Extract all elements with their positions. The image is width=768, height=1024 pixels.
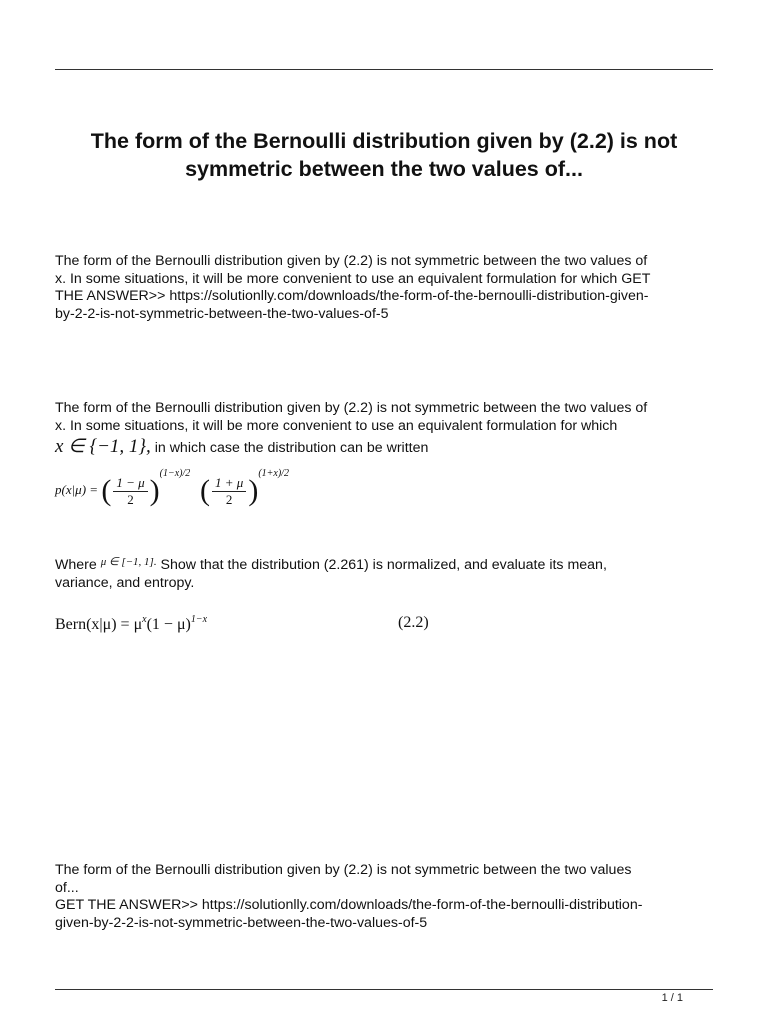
set-definition-line <box>55 438 428 458</box>
formula1-fraction-2 <box>212 475 246 508</box>
formula1-den2: 2 <box>225 491 233 507</box>
formula2-lhs: Bern(x|μ) = μ <box>55 616 143 633</box>
top-divider <box>55 69 713 70</box>
closing-line-3[interactable]: GET THE ANSWER>> https://solutionlly.com/downloads/the-form-of-the-bernoulli-distribution- <box>55 897 643 913</box>
bernoulli-formula <box>55 614 429 634</box>
set-after-text: in which case the distribution can be written <box>150 440 429 456</box>
formula1-fraction-1 <box>113 475 147 508</box>
intro-line-3[interactable]: THE ANSWER>> https://solutionlly.com/downloads/the-form-of-the-bernoulli-distribution-given- <box>55 288 649 304</box>
intro-paragraph <box>55 253 715 323</box>
intro-line-2: x. In some situations, it will be more convenient to use an equivalent formulation for which GET <box>55 270 651 287</box>
closing-paragraph <box>55 862 715 932</box>
where-line-1: Show that the distribution (2.261) is normalized, and evaluate its mean, <box>156 557 607 573</box>
set-math: x ∈ {−1, 1}, <box>55 436 151 457</box>
formula2-exp-rest: 1−x <box>190 614 208 625</box>
problem-line-2: x. In some situations, it will be more convenient to use an equivalent formulation for which <box>55 417 618 434</box>
distribution-formula: p(x|μ) = ( $\frac{1 - \mu}{2}$ )$^{(1-x)/2}$ ( $\frac{1 + \mu}{2}$ )$^{(1+x)/2}$ <box>55 468 289 508</box>
formula1-den1: 2 <box>127 491 134 507</box>
intro-line-4[interactable]: by-2-2-is-not-symmetric-between-the-two-values-of-5 <box>55 305 389 322</box>
formula1-lhs: p(x|μ) = <box>55 482 99 497</box>
formula1-num2: 1 + μ <box>212 475 246 492</box>
closing-line-1: The form of the Bernoulli distribution given by (2.2) is not symmetric between the two values <box>55 862 632 878</box>
page-title: The form of the Bernoulli distribution given by (2.2) is not symmetric between the two values of... <box>90 129 678 181</box>
formula1-exp2: (1+x)/2 <box>258 468 289 479</box>
where-paragraph <box>55 554 715 592</box>
problem-line-1: The form of the Bernoulli distribution given by (2.2) is not symmetric between the two values of <box>55 400 648 416</box>
where-line-2: variance, and entropy. <box>55 574 195 591</box>
problem-paragraph <box>55 400 715 435</box>
bottom-divider <box>55 989 713 990</box>
formula2-mid: (1 − μ) <box>146 616 191 633</box>
page-number: 1 / 1 <box>661 992 683 1004</box>
intro-line-1: The form of the Bernoulli distribution given by (2.2) is not symmetric between the two values of <box>55 253 648 269</box>
closing-line-2: of... <box>55 879 79 896</box>
formula1-num1: 1 − μ <box>113 475 147 492</box>
formula2-exp-x: x <box>142 614 147 625</box>
formula1-exp1: (1−x)/2 <box>159 468 191 479</box>
equation-number: (2.2) <box>398 614 429 631</box>
where-math: μ ∈ [−1, 1]. <box>100 556 157 568</box>
where-prefix: Where <box>55 557 101 573</box>
closing-line-4[interactable]: given-by-2-2-is-not-symmetric-between-the-two-values-of-5 <box>55 914 428 931</box>
